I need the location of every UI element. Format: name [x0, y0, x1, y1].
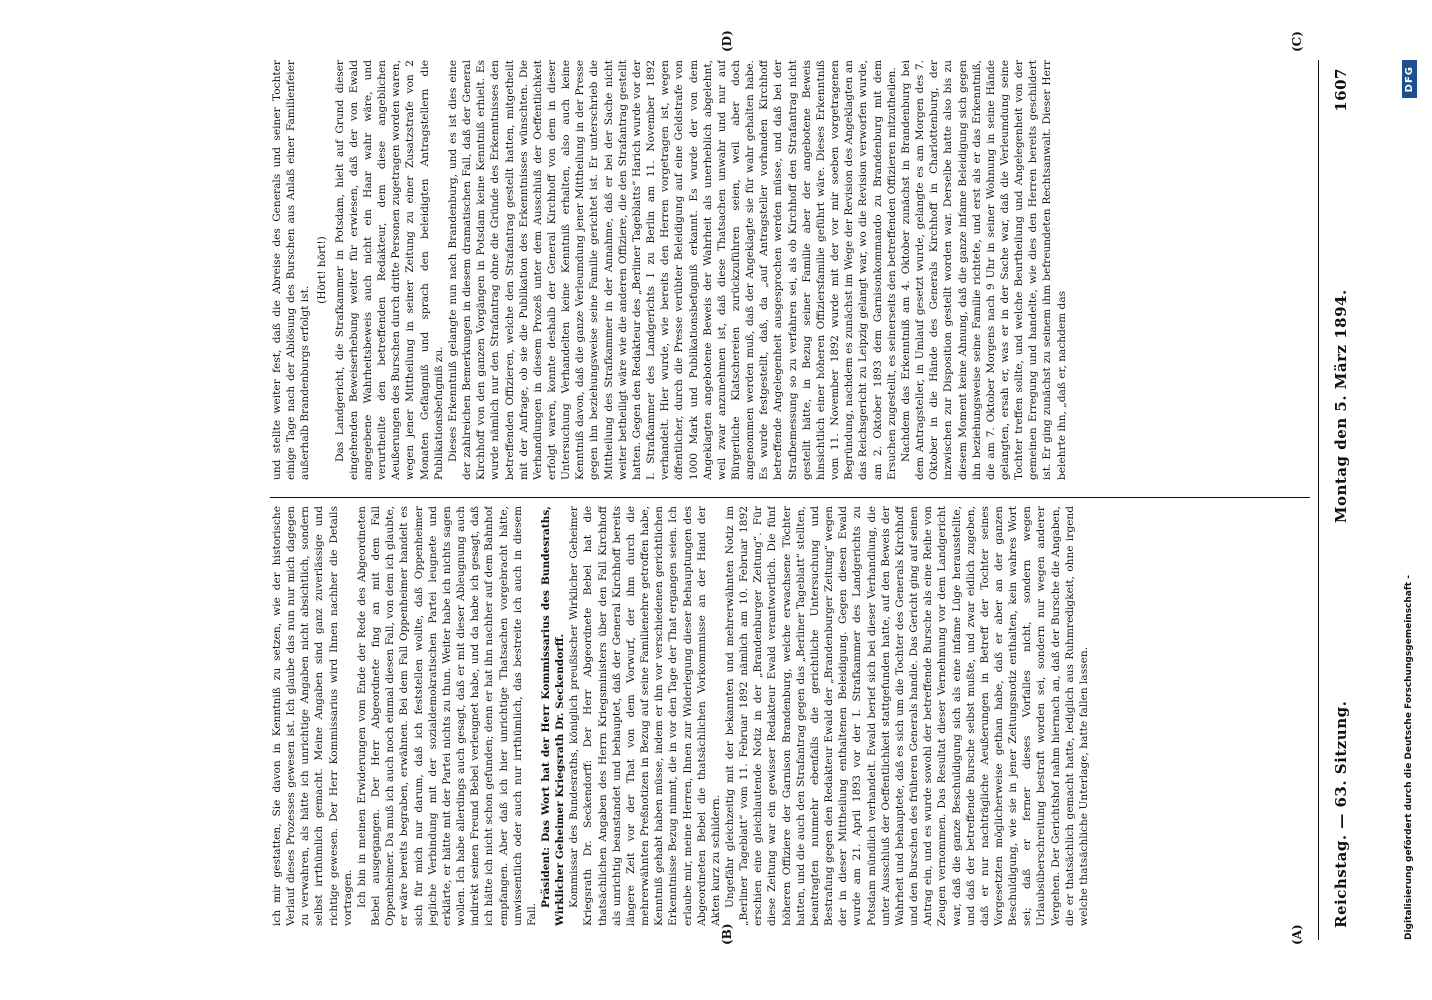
paragraph: Dieses Erkenntniß gelangte nun nach Brandenburg, und es ist dies eine der zahlreichen Bemerkungen in diesem dramatischen Fall, daß der General Kirchhoff von den ganzen Vorgängen in Potsdam keine Kenntniß erhielt. Es wurde nämlich nur den Strafantrag ohne die Gründe des Erkenntnisses den betreffenden Offizieren, welche den Strafantrag gestellt hatten, mitgetheilt mit der Anfrage, ob sie die Publikation des Erkenntnisses wünschten. Die Verhandlungen in diesem Prozeß unter dem Ausschluß der Oeffentlichkeit erfolgt waren, konnte deshalb der General Kirchhoff von dem in dieser Untersuchung Verhandelten keine Kenntniß erhalten, also auch keine Kenntniß davon, daß die ganze Verleumdung jener Mittheilung in der Presse gegen ihn beziehungsweise seine Familie gerichtet ist. Er unterschrieb die Mittheilung des Strafkammer in der Annahme, daß er bei der Sache nicht weiter betheiligt wäre wie die anderen Offiziere, die den Strafantrag gestellt hatten. Gegen den Redakteur des „Berliner Tageblatts“ Harich wurde vor der I. Strafkammer des Landgerichts I zu Berlin am 11. November 1892 verhandelt. Hier wurde, wie bereits den Herren vorgetragen ist, wegen öffentlicher, durch die Presse verübter Beleidigung auf eine Geldstrafe von 1000 Mark und Publikationsbefugniß erkannt. Es wurde der von dem Angeklagten angebotene Beweis der Wahrheit als unerheblich abgelehnt, weil zwar anzunehmen ist, daß diese Thatsachen unwahr und nur auf Bürgerliche Klatschereien zurückzuführen seien, weil aber doch angenommen werden muß, daß der Angeklagte sie für wahr gehalten habe. Es wurde festgestellt, daß, da „auf Antragsteller vorhanden Kirchhoff betreffende Angelegenheit ausgesprochen werden müsse, und daß bei der Strafbemessung so zu verfahren sei, als ob Kirchhoff den Strafantrag nicht gestellt hätte, in Bezug seiner Familie aber der angebotene Beweis hinsichtlich einer höheren Offiziersfamilie geführt wäre. Dieses Erkenntniß vom 11. November 1892 wurde mit der vor mir soeben vorgetragenen Begründung, nachdem es zunächst im Wege der Revision des Angeklagten an das Reichsgericht zu Leipzig gelangt war, wo die Revision verworfen wurde, am 2. Oktober 1893 dem Garnisonkommando zu Brandenburg mit dem Ersuchen zugestellt, es seinerseits den betreffenden Offizieren mitzutheilen.	[446, 60, 898, 480]
paragraph: ich mir gestatten, Sie davon in Kenntniß zu setzen, wie der historische Verlauf dieses Prozesses gewesen ist. Ich glaube das nun nur mich dagegen zu verwahren, als hätte ich unrichtige Angaben nicht absichtlich, sondern selbst irrthümlich gemacht. Meine Angaben sind ganz zuverlässige und richtige gewesen. Der Herr Kommissarius wird Ihnen nachher die Details vortragen.	[271, 506, 354, 926]
page-header	[1332, 68, 1352, 928]
paragraph: Ungefähr gleichzeitig mit der bekannten und mehrerwähnten Notiz im „Berliner Tageblatt“ vom 11. Februar 1892 nämlich am 10. Februar 1892 erschien eine gleichlautende Notiz in der „Brandenburger Zeitung“. Für diese Zeitung war ein gewisser Redakteur Ewald verantwortlich. Die fünf höheren Offiziere der Garnison Brandenburg, welche erwachsene Töchter hatten, und die auch den Strafantrag gegen das „Berliner Tageblatt“ stellten, beantragten nunmehr ebenfalls die gerichtliche Untersuchung und Bestrafung gegen den Redakteur Ewald der „Brandenburger Zeitung“ wegen der in dieser Mittheilung enthaltenen Beleidigung. Gegen diesen Ewald wurde am 21. April 1893 vor der I. Strafkammer des Landgerichts zu Potsdam mündlich verhandelt. Ewald berief sich bei dieser Verhandlung, die unter Ausschluß der Oeffentlichkeit stattgefunden hatte, auf den Beweis der Wahrheit und behauptete, daß es sich um die Tochter des Generals Kirchhoff und den Burschen des früheren Generals handle. Das Gericht ging auf seinen Antrag ein, und es wurde sowohl der betreffende Bursche als eine Reihe von Zeugen vernommen. Das Resultat dieser Vernehmung vor dem Landgericht war, daß die ganze Beschuldigung sich als eine infame Lüge herausstellte, und daß der betreffende Bursche selbst mußte, und zwar eidlich zugeben, daß er nur nachträgliche Aeußerungen in Betreff der Tochter seines Vorgesetzten möglicherweise gethan habe, daß er aber an der ganzen Beschuldigung, wie sie in jener Zeitungsnotiz enthalten, kein wahres Wort sei; daß er ferner dieses Vorfalles nicht, sondern wegen Urlaubsüberschreitung bestraft worden sei, sondern nur wegen anderer Vergehen. Der Gerichtshof nahm hiernach an, daß der Bursche die Angaben, die er thatsächlich gemacht hatte, lediglich aus Ruhmredigkeit, ohne irgend welche thatsächliche Unterlage, hatte fallen lassen.	[724, 506, 1090, 926]
header-date: Montag den 5. März 1894.	[1332, 289, 1350, 524]
margin-marker-c: (C)	[1290, 31, 1304, 52]
page-number: 1607	[1332, 68, 1350, 112]
left-column	[270, 506, 1310, 926]
paragraph: Das Landgericht, die Strafkammer in Potsdam, hielt auf Grund dieser eingehenden Beweiserhebung weiter für erwiesen, daß der von Ewald angegebene Wahrheitsbeweis auch nicht ein Haar wahr wäre, und verurtheilte den betreffenden Redakteur, dem diese angeblichen Aeußerungen des Burschen durch dritte Personen zugetragen worden waren, wegen jener Mittheilung in seiner Zeitung zu einer Zusatzstrafe von 2 Monaten Gefängniß und sprach den beleidigten Antragstellern die Publikationsbefugniß zu.	[333, 60, 445, 480]
margin-marker-a: (A)	[1290, 924, 1304, 945]
dfg-logo: DFG	[1402, 60, 1417, 98]
paragraph: Nachdem das Erkenntniß am 4. Oktober zunächst in Brandenburg bei dem Antragsteller, in Umlauf gesetzt wurde, gelangte es am Morgen des 7. Oktober in die Hände des Generals Kirchhoff in Charlottenburg, der inzwischen zur Disposition gestellt worden war. Derselbe hatte also bis zu diesem Moment keine Ahnung, daß die ganze infame Beleidigung sich gegen ihn beziehungsweise seine Familie richtete, und erst als er das Erkenntniß, die am 7. Oktober Morgens nach 9 Uhr in seiner Wohnung in seine Hände gelangten, ersah er, was er in der Sache war, daß die Verleumdung seine Tochter treffen sollte, und welche Beurtheilung und Angelegenheit von der gemeinen Erregung und handelte, wie dies den Herren bereits geschildert ist. Er ging zunächst zu seinem ihm befreundeten Rechtsanwalt. Dieser Herr belehrte ihn, „daß er, nachdem das	[899, 60, 1068, 480]
header-left: Reichstag. — 63. Sitzung.	[1332, 700, 1350, 928]
right-column	[270, 60, 1310, 480]
interjection: (Hört! hört!)	[316, 236, 329, 304]
margin-marker-d: (D)	[720, 30, 734, 52]
footer-note: Digitalisierung gefördert durch die Deutsche Forschungsgemeinschaft -	[1404, 575, 1414, 940]
paragraph: Ich bin in meinen Erwiderungen vom Ende der Rede des Abgeordneten Bebel ausgegangen. Der Herr Abgeordnete fing an mit dem Fall Oppenheimer. Da muß ich auch noch einmal diesen Fall, von dem ich glaubte, er wäre bereits begraben, erwähnen. Bei dem Fall Oppenheimer handelt es sich für mich nur darum, daß ich feststellen wollte, daß Oppenheimer jegliche Verbindung mit der sozialdemokratischen Partei leugnete und erklärte, er hätte mit der Partei nichts zu thun. Weiter habe ich nichts sagen wollen. Ich habe allerdings auch gesagt, daß er mit dieser Ableugnung auch indirekt seinen Freund Bebel verleugnet habe, und da habe ich gesagt, daß ich hätte ich nicht schon gefunden; denn er hat ihn nachher auf dem Bahnhof empfangen. Aber daß ich hier unrichtige Thatsachen vorgebracht hätte, unwissentlich oder auch nur irrthümlich, das bestreite ich auch in diesem Fall.	[355, 506, 538, 926]
paragraph: und stellte weiter fest, daß die Abreise des Generals und seiner Tochter einige Tage nach der Ablösung des Burschen aus Anlaß einer Familienfeier außerhalb Brandenburgs erfolgt ist.	[271, 60, 312, 480]
margin-marker-b: (B)	[720, 923, 734, 945]
paragraph-president: Präsident: Das Wort hat der Herr Kommissarius des Bundesraths, Wirklicher Geheimer Kriegsrath Dr. Seckendorff.	[539, 506, 567, 926]
header-rule	[1318, 60, 1319, 940]
column-divider	[270, 497, 1310, 498]
digitization-footer	[1398, 60, 1420, 940]
paragraph-commissioner: Kommissar des Bundesraths, königlich preußischer Wirklicher Geheimer Kriegsrath Dr. Seckendorff: Der Herr Abgeordnete Bebel hat die thatsächlichen Angaben des Herrn Kriegsministers über den Fall Kirchhoff als unrichtig beanstandet und behauptet, daß der General Kirchhoff bereits längere Zeit vor der That von dem Vorwurf, der ihm durch die mehrerwähnten Preßnotizen in Bezug auf seine Familienehre getroffen habe, Kenntniß gehabt haben müsse, indem er ihn vor verschiedenen gerichtlichen Erkenntnisse Bezug nimmt, die in vor den Tage der That ergangen seien. Ich erlaube mir, meine Herren, Ihnen zur Widerlegung dieser Behauptungen des Abgeordneten Bebel die thatsächlichen Vorkommnisse an der Hand der Akten kurz zu schildern.	[568, 506, 722, 926]
